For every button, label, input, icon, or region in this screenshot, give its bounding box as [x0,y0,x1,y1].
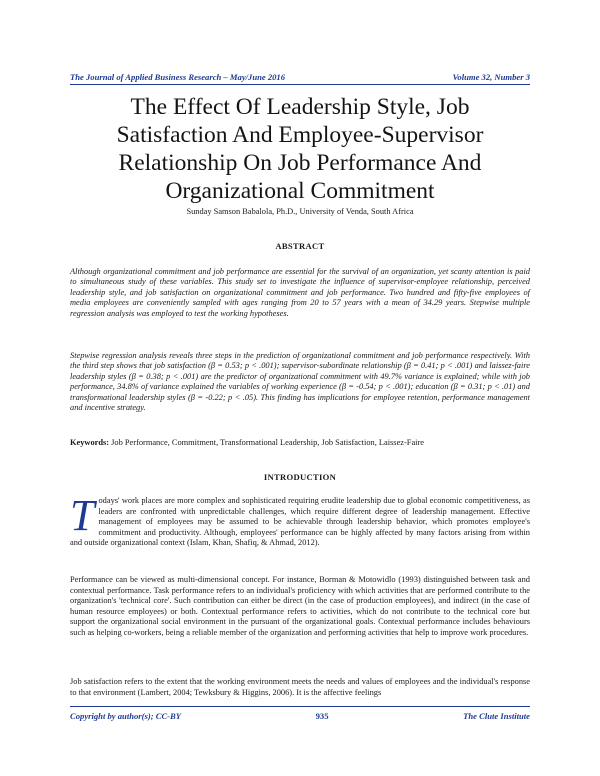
intro-paragraph-3: Job satisfaction refers to the extent that the working environment meets the needs and values of employees and the individual's response to that environment (Lambert, 2004; Tewksbury & Higgins, 2006). It is the affective feelings [70,677,530,697]
journal-name: The Journal of Applied Business Research – May/June 2016 [70,72,286,82]
abstract-heading: ABSTRACT [275,241,325,251]
paper-title: The Effect Of Leadership Style, Job Satisfaction And Employee-Supervisor Relationship On Job Performance And Organizational Commitment [116,94,484,204]
publisher-name: The Clute Institute [463,711,530,721]
page-footer [70,711,530,721]
volume-number: Volume 32, Number 3 [452,72,530,82]
keywords-line [70,438,530,448]
author-line: Sunday Samson Babalola, Ph.D., University of Venda, South Africa [186,207,414,216]
keywords-label: Keywords: [70,438,110,447]
footer-rule [70,706,530,707]
drop-cap: T [70,491,95,540]
abstract-paragraph-2: Stepwise regression analysis reveals three steps in the prediction of organizational commitment and job performance respectively. With the third step shows that job satisfaction (β = 0.53; p < .001); supervisor-subordinate relationship (β = 0.41; p < .001) and laissez-faire leadership styles (β = 0.38; p < .001) are the predictor of organizational commitment with 49.7% variance is explained; while with job performance, 34.8% of variance explained the variables of working experience (β = -0.54; p < .001); education (β = 0.31; p < .01) and transformational leadership styles (β = -0.22; p < .05). This finding has implications for employee retention, performance management and incentive strategy. [70,351,530,413]
copyright-notice: Copyright by author(s); CC-BY [70,711,182,721]
running-head [70,72,530,82]
page-number: 935 [315,711,329,721]
intro-paragraph-1 [70,491,530,549]
intro-paragraph-2: Performance can be viewed as multi-dimensional concept. For instance, Borman & Motowidlo (1993) distinguished between task and contextual performance. Task performance refers to an individual's proficiency with which activities that are performed contribute to the organization's 'technical core'. Such contribution can either be direct (in the case of production employees), and indirect (in the case of human resource employees) or both. Contextual performance refers to activities, which do not contribute to the technical core but support the organizational social environment in the pursuant of the organizational goals. Contextual performance includes behaviours such as helping co-workers, being a reliable member of the organization and performing activities that help to improve work procedures. [70,575,530,637]
header-rule [70,84,530,85]
abstract-paragraph-1: Although organizational commitment and job performance are essential for the survival of an organization, yet scanty attention is paid to simultaneous study of these variables. This study set to investigate the influence of supervisor-employee relationship, perceived leadership style, and job satisfaction on organizational commitment and job performance. Two hundred and fifty-five employees of media employees are conveniently sampled with ages ranging from 20 to 57 years with a mean of 34.29 years. Stepwise multiple regression analysis was employed to test the working hypotheses. [70,267,530,318]
introduction-heading: INTRODUCTION [263,472,337,482]
intro-paragraph-1-text: odays' work places are more complex and sophisticated requiring erudite leadership due to global economic competitiveness, as leaders are confronted with unpredictable challenges, which require different degree of leadership management. Effective management of employees may be assumed to be achievable through leadership behavior, which promotes employee's commitment and productivity. Although, employees' performance can be highly affected by many factors arising from within and outside organizational context (Islam, Khan, Shafiq, & Ahmad, 2012). [70,496,530,548]
keywords-text: Job Performance, Commitment, Transformational Leadership, Job Satisfaction, Laissez-Faire [111,438,425,447]
